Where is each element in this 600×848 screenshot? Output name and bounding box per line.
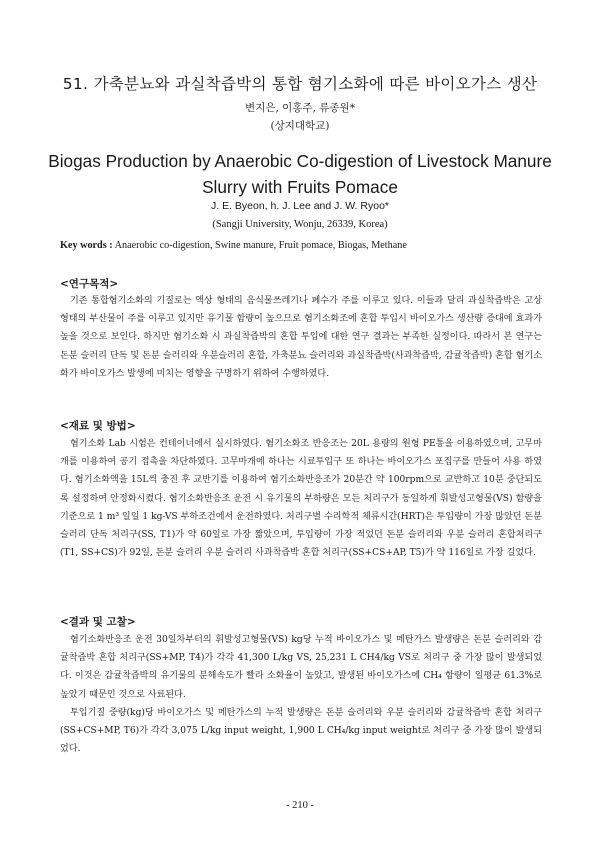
keywords-label: Key words : — [60, 240, 113, 251]
methods-heading: <재료 및 방법> — [60, 420, 136, 432]
korean-authors: 변지은, 이홍주, 류종원* — [245, 102, 355, 114]
results-heading: <결과 및 고찰> — [60, 616, 136, 628]
korean-title: 51. 가축분뇨와 과실착즙박의 통합 혐기소화에 따른 바이오가스 생산 — [62, 75, 538, 93]
purpose-heading: <연구목적> — [60, 278, 119, 290]
english-affiliation: (Sangji University, Wonju, 26339, Korea) — [212, 219, 388, 230]
keywords — [60, 240, 550, 251]
results-paragraph-1: 혐기소화반응조 운전 30일차부터의 휘발성고형물(VS) kg당 누적 바이오가스 및 메탄가스 발생량은 돈분 슬러리와 감귤착즙박 혼합 처리구(SS+MP, T4)가 각각 41,300 L/kg VS, 25,231 L CH4/kg VS로 처리구 중 가장 많이 발생되었다. 이것은 감귤착즙박의 유기물의 분해속도가 빨라 소화율이 높았고, 발생된 바이오가스에 CH₄ 함량이 일평균 61.3%로 높았기 때문인 것으로 사료된다. — [60, 635, 542, 700]
results-paragraph-2: 투입기질 중량(kg)당 바이오가스 및 메탄가스의 누적 발생량은 돈분 슬러리와 우분 슬러리와 감귤착즙박 혼합 처리구(SS+CS+MP, T6)가 각각 3,075 L/kg input weight, 1,900 L CH₄/kg input weight로 처리구 중 가장 많이 발생되었다. — [60, 708, 542, 755]
keywords-text: Anaerobic co-digestion, Swine manure, Fruit pomace, Biogas, Methane — [112, 240, 407, 251]
methods-paragraph: 혐기소화 Lab 시험은 컨테이너에서 실시하였다. 혐기소화조 반응조는 20L 용량의 원형 PE통을 이용하였으며, 고무마개를 이용하여 공기 접촉을 차단하였다. 고무마개에 하나는 시료투입구 또 하나는 바이오가스 포집구를 만들어 사용 하였다. 혐기소화액을 15L씩 충진 후 교반기를 이용하여 혐기소화반응조가 20분간 약 100rpm으로 교반하고 10분 중단되도록 설정하여 안정화시켰다. 혐기소화반응조 운전 시 유기물의 부하량은 모든 처리구가 동일하게 휘발성고형물(VS) 함량을 기준으로 1 m³ 일일 1 kg-VS 부하조건에서 운전하였다. 처리구별 수리학적 체류시간(HRT)은 투입량이 가장 많았던 돈분 슬러리 단독 처리구(SS, T1)가 약 60일로 가장 짧았으며, 투입량이 가장 적었던 돈분 슬러리와 우분 슬러리 혼합처리구(T1, SS+CS)가 92일, 돈분 슬러리 우분 슬러리 사과착즙박 혼합 처리구(SS+CS+AP, T5)가 약 116일로 가장 길었다. — [60, 439, 542, 559]
english-authors: J. E. Byeon, h. J. Lee and J. W. Ryoo* — [210, 200, 389, 212]
purpose-paragraph: 기존 통합혐기소화의 기질로는 액상 형태의 음식물쓰레기나 폐수가 주를 이루고 있다. 이들과 달리 과실착즙박은 고상 형태의 부산물이 주를 이루고 있지만 유기물 함량이 높으므로 혐기소화조에 혼합 투입시 바이오가스 생산량 증대에 효과가 높을 것으로 보인다. 하지만 혐기소화 시 과실착즙박의 혼합 투입에 대한 연구 결과는 부족한 실정이다. 따라서 본 연구는 돈분 슬러리 단독 및 돈분 슬러리와 우분슬러리 혼합, 가축분뇨 슬러리와 과실착즙박(사과착즙박, 감귤착즙박) 혼합 혐기소화가 바이오가스 발생에 미치는 영향을 구명하기 위하여 수행하였다. — [60, 296, 542, 379]
english-title-line1: Biogas Production by Anaerobic Co-digestion of Livestock Manure — [48, 151, 552, 171]
page-number: - 210 - — [286, 800, 314, 811]
korean-affiliation: (상지대학교) — [270, 120, 330, 132]
english-title-line2: Slurry with Fruits Pomace — [202, 177, 398, 197]
english-title — [0, 148, 600, 200]
